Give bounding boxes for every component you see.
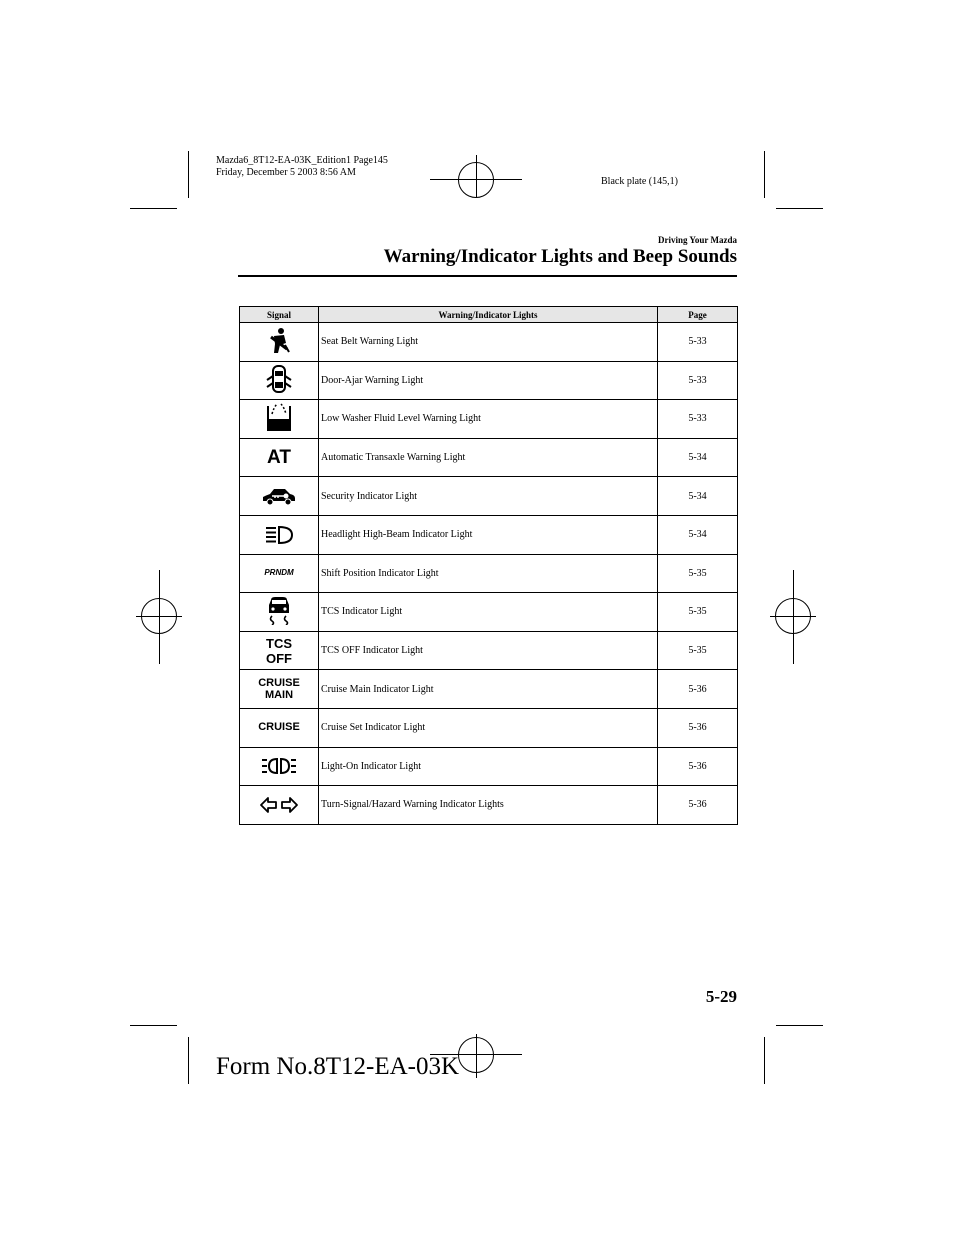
page-ref: 5-36 (658, 670, 738, 709)
page-ref: 5-34 (658, 477, 738, 516)
cruise-main-line-2: MAIN (264, 688, 294, 701)
registration-mark (476, 1034, 477, 1078)
light-label: TCS OFF Indicator Light (319, 631, 658, 670)
light-label: Seat Belt Warning Light (319, 323, 658, 362)
page-ref: 5-33 (658, 361, 738, 400)
title-rule (238, 275, 737, 277)
page-ref: 5-35 (658, 593, 738, 632)
tcs-off-text-icon (257, 636, 301, 666)
crop-mark (130, 208, 177, 209)
page-number: 5-29 (705, 987, 737, 1006)
light-label: Headlight High-Beam Indicator Light (319, 515, 658, 554)
cruise-text-icon: CRUISE (258, 721, 300, 734)
col-signal-header: Signal (240, 307, 319, 323)
table-row (240, 593, 738, 632)
light-label: Door-Ajar Warning Light (319, 361, 658, 400)
page-ref: 5-35 (658, 554, 738, 593)
at-text-icon: AT (267, 447, 291, 469)
light-on-icon (257, 751, 301, 781)
page-title: Warning/Indicator Lights and Beep Sounds (383, 246, 737, 267)
light-label: Shift Position Indicator Light (319, 554, 658, 593)
table-row (240, 515, 738, 554)
plate-label: Black plate (145,1) (601, 176, 678, 187)
table-row (240, 631, 738, 670)
door-ajar-icon (257, 364, 301, 394)
page-ref: 5-34 (658, 438, 738, 477)
washer-fluid-icon (257, 402, 301, 432)
security-car-key-icon (257, 481, 301, 511)
light-label: Automatic Transaxle Warning Light (319, 438, 658, 477)
turn-signal-arrows-icon (257, 790, 301, 820)
indicator-table (239, 306, 738, 825)
registration-mark (793, 570, 794, 664)
table-row (240, 477, 738, 516)
crop-mark (776, 1025, 823, 1026)
registration-mark (159, 570, 160, 664)
crop-mark (188, 1037, 189, 1084)
page-ref: 5-35 (658, 631, 738, 670)
crop-mark (764, 151, 765, 198)
crop-mark (764, 1037, 765, 1084)
table-row (240, 554, 738, 593)
seat-belt-icon (257, 326, 301, 356)
page-ref: 5-33 (658, 400, 738, 439)
doc-id: Mazda6_8T12-EA-03K_Edition1 Page145 (216, 155, 388, 166)
page-ref: 5-36 (658, 747, 738, 786)
table-row (240, 708, 738, 747)
form-number: Form No.8T12-EA-03K (216, 1053, 460, 1080)
light-label: Turn-Signal/Hazard Warning Indicator Lights (319, 786, 658, 825)
registration-mark (476, 155, 477, 197)
page-ref: 5-36 (658, 708, 738, 747)
table-row (240, 361, 738, 400)
tcs-off-line-2: OFF (266, 650, 292, 666)
high-beam-icon (257, 520, 301, 550)
table-row (240, 400, 738, 439)
light-label: Cruise Set Indicator Light (319, 708, 658, 747)
page-ref: 5-36 (658, 786, 738, 825)
light-label: Security Indicator Light (319, 477, 658, 516)
light-label: TCS Indicator Light (319, 593, 658, 632)
light-label: Cruise Main Indicator Light (319, 670, 658, 709)
table-row (240, 438, 738, 477)
table-row (240, 323, 738, 362)
shift-position-icon: PRNDM (264, 568, 294, 578)
crop-mark (188, 151, 189, 198)
col-lights-header: Warning/Indicator Lights (319, 307, 658, 323)
light-label: Light-On Indicator Light (319, 747, 658, 786)
table-header-row (240, 307, 738, 323)
crop-mark (776, 208, 823, 209)
col-page-header: Page (658, 307, 738, 323)
print-date: Friday, December 5 2003 8:56 AM (216, 167, 356, 178)
table-row (240, 670, 738, 709)
tcs-off-line-1: TCS (266, 635, 292, 651)
table-row (240, 747, 738, 786)
page-ref: 5-33 (658, 323, 738, 362)
page-ref: 5-34 (658, 515, 738, 554)
light-label: Low Washer Fluid Level Warning Light (319, 400, 658, 439)
section-label: Driving Your Mazda (657, 235, 737, 245)
cruise-main-text-icon (257, 674, 301, 704)
cruise-main-line-1: CRUISE (258, 676, 300, 689)
tcs-skid-car-icon (257, 595, 301, 625)
table-row (240, 786, 738, 825)
crop-mark (130, 1025, 177, 1026)
